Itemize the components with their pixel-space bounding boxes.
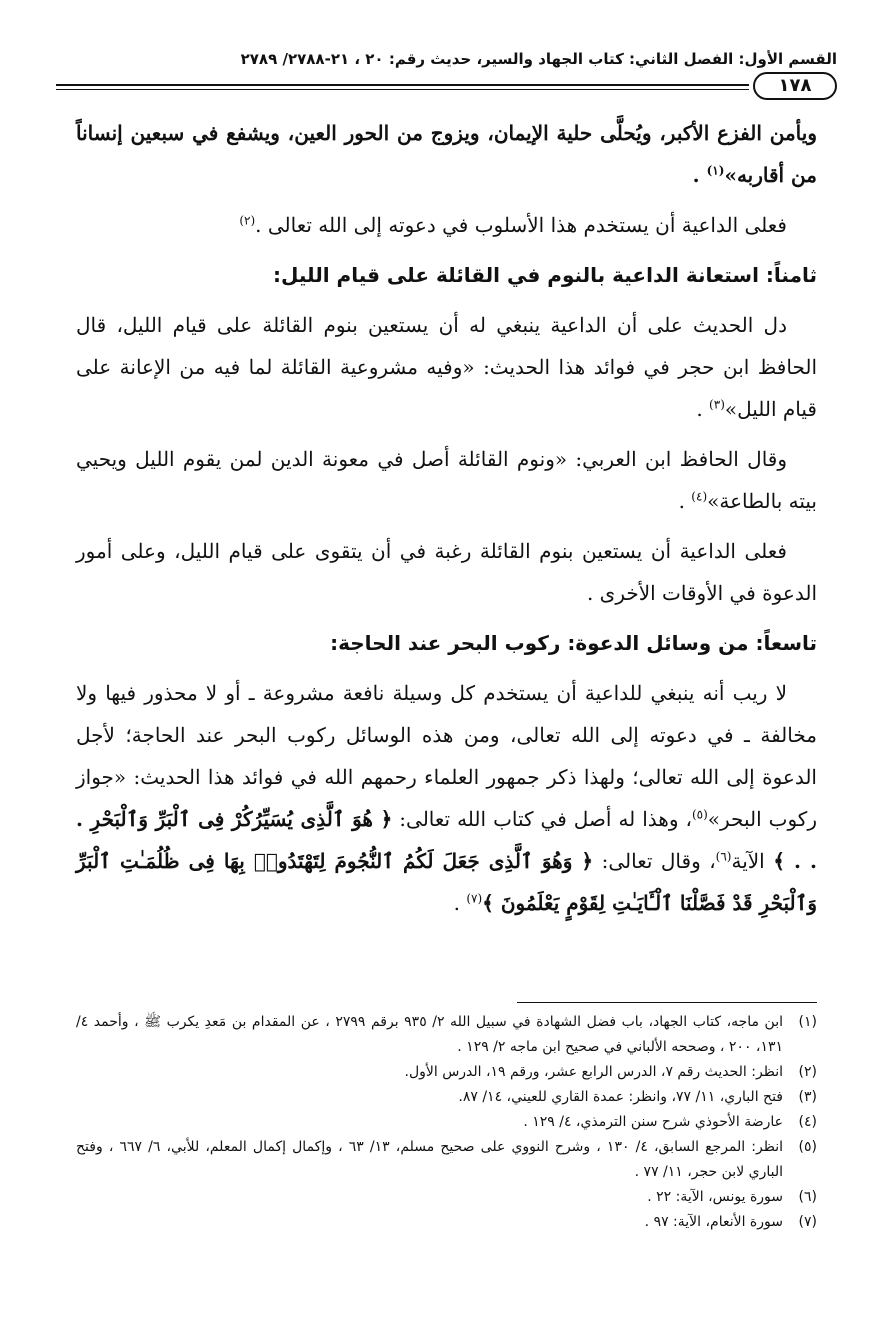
paragraph-4-end: . [678,489,692,513]
footnotes [76,1010,817,1235]
paragraph-4 [76,438,817,522]
paragraph-6-end: . [453,891,467,915]
footnote [76,1210,817,1235]
paragraph-3 [76,304,817,430]
footnote-number: (٧) [798,1214,817,1230]
header-rule-thick [56,84,749,86]
footnote [76,1185,817,1210]
footnote-ref-4: (٤) [691,489,708,504]
footnote-ref-2: (٢) [239,213,256,228]
paragraph-6 [76,672,817,924]
paragraph-1 [76,112,817,196]
paragraph-6-text-b: ، وهذا له أصل في كتاب الله تعالى: [392,807,692,831]
paragraph-6-text-a: لا ريب أنه ينبغي للداعية أن يستخدم كل وسيلة نافعة مشروعة ـ أو لا محذور فيها ولا مخالفة ـ في دعوته إلى الله تعالى، ومن هذه الوسائل ركوب البحر عند الحاجة؛ لأجل الدعوة إلى الله تعالى؛ ولهذا ذكر جمهور العلماء رحمهم الله في فوائد هذا الحديث: «جواز ركوب البحر» [76,681,817,831]
footnote [76,1085,817,1110]
footnote-ref-1: (١) [706,163,725,178]
footnote-number: (٤) [798,1114,817,1130]
footnote-number: (١) [798,1014,817,1030]
footnote-number: (٦) [798,1189,817,1205]
paragraph-4-text: وقال الحافظ ابن العربي: «ونوم القائلة أصل في معونة الدين لمن يقوم الليل ويحيي بيته بالطاعة» [76,447,817,513]
header-rule-thin [56,89,749,90]
footnote-number: (٢) [798,1064,817,1080]
footnote-number: (٣) [798,1089,817,1105]
paragraph-1-text: ويأمن الفزع الأكبر، ويُحلَّى حلية الإيمان، ويزوج من الحور العين، ويشفع في سبعين إنساناً من أقاربه» [76,121,817,187]
footnote-text: ابن ماجه، كتاب الجهاد، باب فضل الشهادة في سبيل الله ٢/ ٩٣٥ برقم ٢٧٩٩ ، عن المقدام بن مَعدِ يكرب ﷺ ، وأحمد ٤/ ١٣١، ٢٠٠ ، وصححه الألباني في صحيح ابن ماجه ٢/ ١٢٩ . [76,1014,784,1055]
footnote-text: انظر: الحديث رقم ٧، الدرس الرابع عشر، ورقم ١٩، الدرس الأول. [404,1064,783,1080]
footnote-ref-6: (٦) [715,849,732,864]
section-heading-8: ثامناً: استعانة الداعية بالنوم في القائلة على قيام الليل: [273,263,817,287]
footnote [76,1135,817,1185]
header-rule [56,72,837,102]
footnote-text: فتح الباري، ١١/ ٧٧، وانظر: عمدة القاري للعيني، ١٤/ ٨٧. [458,1089,783,1105]
quran-verse-2: ﴿ وَهُوَ ٱلَّذِى جَعَلَ لَكُمُ ٱلنُّجُومَ لِتَهْتَدُوا۟ بِهَا فِى ظُلُمَـٰتِ ٱلْبَرِّ وَٱلْبَحْرِ قَدْ فَصَّلْنَا ٱلْـَٔايَـٰتِ لِقَوْمٍ يَعْلَمُونَ ﴾ [76,849,817,915]
paragraph-6-text-d: ، وقال تعالى: [593,849,716,873]
paragraph-5: فعلى الداعية أن يستعين بنوم القائلة رغبة في أن يتقوى على قيام الليل، وعلى أمور الدعوة في الأوقات الأخرى . [76,539,817,605]
main-text [76,112,817,932]
footnote [76,1060,817,1085]
section-heading-9: تاسعاً: من وسائل الدعوة: ركوب البحر عند الحاجة: [330,631,817,655]
footnote-text: سورة يونس، الآية: ٢٢ . [647,1189,783,1205]
running-header: القسم الأول: الفصل الثاني: كتاب الجهاد والسير، حديث رقم: ٢٠ ، ٢١-٢٧٨٨/ ٢٧٨٩ [240,50,837,68]
paragraph-1-end: . [692,163,707,187]
paragraph-2 [76,204,817,246]
footnote [76,1010,817,1060]
footnote-ref-3: (٣) [709,397,725,412]
page-number: ١٧٨ [753,72,837,100]
footnote [76,1110,817,1135]
footnote-text: انظر: المرجع السابق، ٤/ ١٣٠ ، وشرح النووي على صحيح مسلم، ١٣/ ٦٣ ، وإكمال إكمال المعلم، للأبي، ٦/ ٦٦٧ ، وفتح الباري لابن حجر، ١١/ ٧٧ . [76,1139,784,1180]
footnote-number: (٥) [798,1139,817,1155]
footnote-ref-7: (٧) [466,891,483,906]
footnote-ref-5: (٥) [691,807,708,822]
footnote-text: سورة الأنعام، الآية: ٩٧ . [644,1214,783,1230]
footnote-text: عارضة الأحوذي شرح سنن الترمذي، ٤/ ١٢٩ . [523,1114,783,1130]
paragraph-6-text-c: الآية [731,849,774,873]
paragraph-2-text: فعلى الداعية أن يستخدم هذا الأسلوب في دعوته إلى الله تعالى . [255,213,787,237]
quran-verse-1: ﴿ هُوَ ٱلَّذِى يُسَيِّرُكُرْ فِى ٱلْبَرِّ وَٱلْبَحْرِ . . . ﴾ [76,807,817,873]
paragraph-3-text: دل الحديث على أن الداعية ينبغي له أن يستعين بنوم القائلة على قيام الليل، قال الحافظ ابن حجر في فوائد هذا الحديث: «وفيه مشروعية القائلة لما فيه من الإعانة على قيام الليل» [76,313,818,421]
paragraph-3-end: . [696,397,710,421]
footnote-separator [517,1002,817,1003]
